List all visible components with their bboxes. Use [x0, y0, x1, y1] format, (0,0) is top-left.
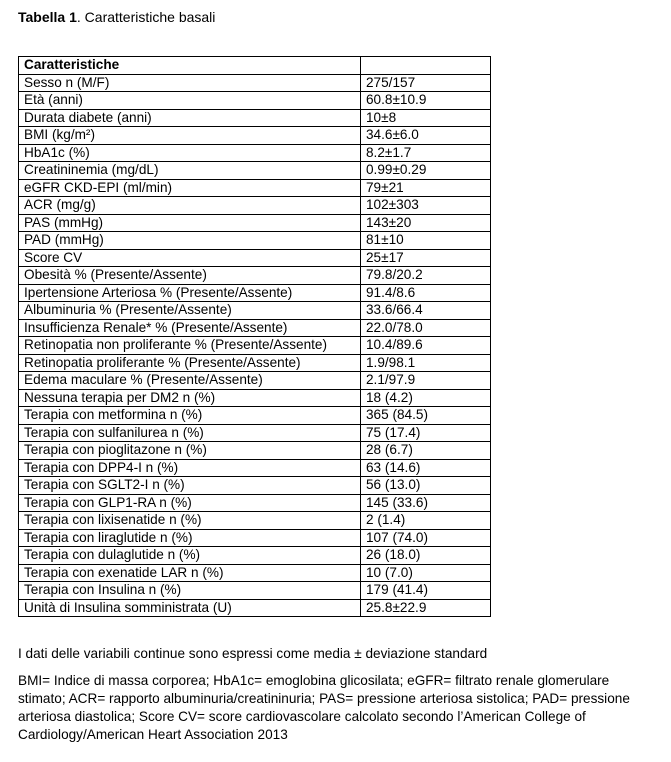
characteristic-label: Terapia con metformina n (%) — [19, 407, 361, 425]
characteristic-value: 75 (17.4) — [361, 424, 491, 442]
characteristic-label: Terapia con DPP4-I n (%) — [19, 459, 361, 477]
characteristic-label: Nessuna terapia per DM2 n (%) — [19, 389, 361, 407]
table-row — [19, 109, 491, 127]
characteristic-value: 8.2±1.7 — [361, 144, 491, 162]
characteristic-value: 2.1/97.9 — [361, 372, 491, 390]
characteristic-value: 0.99±0.29 — [361, 162, 491, 180]
characteristic-label: Ipertensione Arteriosa % (Presente/Assente) — [19, 284, 361, 302]
characteristic-value: 33.6/66.4 — [361, 302, 491, 320]
table-row — [19, 599, 491, 617]
characteristic-label: PAS (mmHg) — [19, 214, 361, 232]
characteristic-label: Terapia con sulfanilurea n (%) — [19, 424, 361, 442]
characteristic-value: 143±20 — [361, 214, 491, 232]
characteristic-label: Retinopatia proliferante % (Presente/Assente) — [19, 354, 361, 372]
table-row — [19, 407, 491, 425]
characteristic-label: Terapia con pioglitazone n (%) — [19, 442, 361, 460]
characteristic-value: 10±8 — [361, 109, 491, 127]
characteristic-label: Durata diabete (anni) — [19, 109, 361, 127]
characteristic-value: 10 (7.0) — [361, 564, 491, 582]
characteristic-value: 34.6±6.0 — [361, 127, 491, 145]
table-row — [19, 179, 491, 197]
table-row — [19, 477, 491, 495]
characteristic-value: 107 (74.0) — [361, 529, 491, 547]
footnote-continuous-variables: I dati delle variabili continue sono espressi come media ± deviazione standard — [18, 646, 488, 661]
characteristic-label: Sesso n (M/F) — [19, 74, 361, 92]
characteristic-label: BMI (kg/m²) — [19, 127, 361, 145]
characteristic-value: 275/157 — [361, 74, 491, 92]
characteristic-label: Insufficienza Renale* % (Presente/Assente) — [19, 319, 361, 337]
table-row — [19, 354, 491, 372]
table-row — [19, 74, 491, 92]
table-row — [19, 302, 491, 320]
table-row — [19, 424, 491, 442]
table-row — [19, 582, 491, 600]
table-row — [19, 459, 491, 477]
table-row — [19, 564, 491, 582]
characteristic-value: 1.9/98.1 — [361, 354, 491, 372]
characteristic-label: Età (anni) — [19, 92, 361, 110]
characteristic-value: 63 (14.6) — [361, 459, 491, 477]
characteristic-label: Score CV — [19, 249, 361, 267]
characteristic-label: Obesità % (Presente/Assente) — [19, 267, 361, 285]
characteristic-value: 25.8±22.9 — [361, 599, 491, 617]
characteristic-value: 10.4/89.6 — [361, 337, 491, 355]
characteristic-value: 79.8/20.2 — [361, 267, 491, 285]
table-header-row — [19, 57, 491, 75]
header-value — [361, 57, 491, 75]
characteristic-value: 22.0/78.0 — [361, 319, 491, 337]
characteristic-label: HbA1c (%) — [19, 144, 361, 162]
table-row — [19, 214, 491, 232]
characteristic-value: 60.8±10.9 — [361, 92, 491, 110]
characteristic-label: Terapia con liraglutide n (%) — [19, 529, 361, 547]
characteristic-label: Creatininemia (mg/dL) — [19, 162, 361, 180]
table-row — [19, 319, 491, 337]
table-row — [19, 372, 491, 390]
table-row — [19, 529, 491, 547]
characteristic-label: PAD (mmHg) — [19, 232, 361, 250]
characteristic-label: Terapia con lixisenatide n (%) — [19, 512, 361, 530]
characteristic-value: 56 (13.0) — [361, 477, 491, 495]
characteristic-label: Edema maculare % (Presente/Assente) — [19, 372, 361, 390]
table-row — [19, 144, 491, 162]
characteristic-label: eGFR CKD-EPI (ml/min) — [19, 179, 361, 197]
characteristic-value: 102±303 — [361, 197, 491, 215]
table-row — [19, 389, 491, 407]
characteristic-value: 18 (4.2) — [361, 389, 491, 407]
characteristic-value: 25±17 — [361, 249, 491, 267]
characteristic-value: 179 (41.4) — [361, 582, 491, 600]
characteristic-label: Retinopatia non proliferante % (Presente/Assente) — [19, 337, 361, 355]
table-row — [19, 232, 491, 250]
characteristic-label: Terapia con exenatide LAR n (%) — [19, 564, 361, 582]
characteristic-value: 365 (84.5) — [361, 407, 491, 425]
characteristic-label: Albuminuria % (Presente/Assente) — [19, 302, 361, 320]
characteristic-label: Terapia con GLP1-RA n (%) — [19, 494, 361, 512]
caption-text: . Caratteristiche basali — [76, 9, 216, 25]
characteristic-label: Terapia con dulaglutide n (%) — [19, 547, 361, 565]
characteristic-value: 2 (1.4) — [361, 512, 491, 530]
table-row — [19, 267, 491, 285]
table-row — [19, 442, 491, 460]
table-row — [19, 284, 491, 302]
table-row — [19, 337, 491, 355]
table-row — [19, 547, 491, 565]
table-row — [19, 92, 491, 110]
characteristic-value: 28 (6.7) — [361, 442, 491, 460]
header-characteristics: Caratteristiche — [19, 57, 361, 75]
characteristic-label: ACR (mg/g) — [19, 197, 361, 215]
characteristic-value: 91.4/8.6 — [361, 284, 491, 302]
baseline-characteristics-table — [18, 56, 491, 617]
characteristic-label: Terapia con SGLT2-I n (%) — [19, 477, 361, 495]
table-row — [19, 197, 491, 215]
characteristic-value: 79±21 — [361, 179, 491, 197]
characteristic-value: 26 (18.0) — [361, 547, 491, 565]
characteristic-label: Unità di Insulina somministrata (U) — [19, 599, 361, 617]
table-row — [19, 494, 491, 512]
table-row — [19, 162, 491, 180]
table-body — [19, 74, 491, 617]
table-row — [19, 249, 491, 267]
table-caption — [18, 9, 215, 25]
table-row — [19, 127, 491, 145]
characteristic-value: 145 (33.6) — [361, 494, 491, 512]
characteristic-label: Terapia con Insulina n (%) — [19, 582, 361, 600]
caption-label: Tabella 1 — [18, 9, 77, 25]
table-row — [19, 512, 491, 530]
footnote-abbreviations: BMI= Indice di massa corporea; HbA1c= emoglobina glicosilata; eGFR= filtrato renale glomerulare stimato; ACR= rapporto albuminuria/creatininuria; PAS= pressione arteriosa sistolica; PAD= pressione arteriosa diastolica; Score CV= score cardiovascolare calcolato secondo l’American College of Cardiology/American Heart Association 2013 — [18, 673, 630, 742]
characteristic-value: 81±10 — [361, 232, 491, 250]
